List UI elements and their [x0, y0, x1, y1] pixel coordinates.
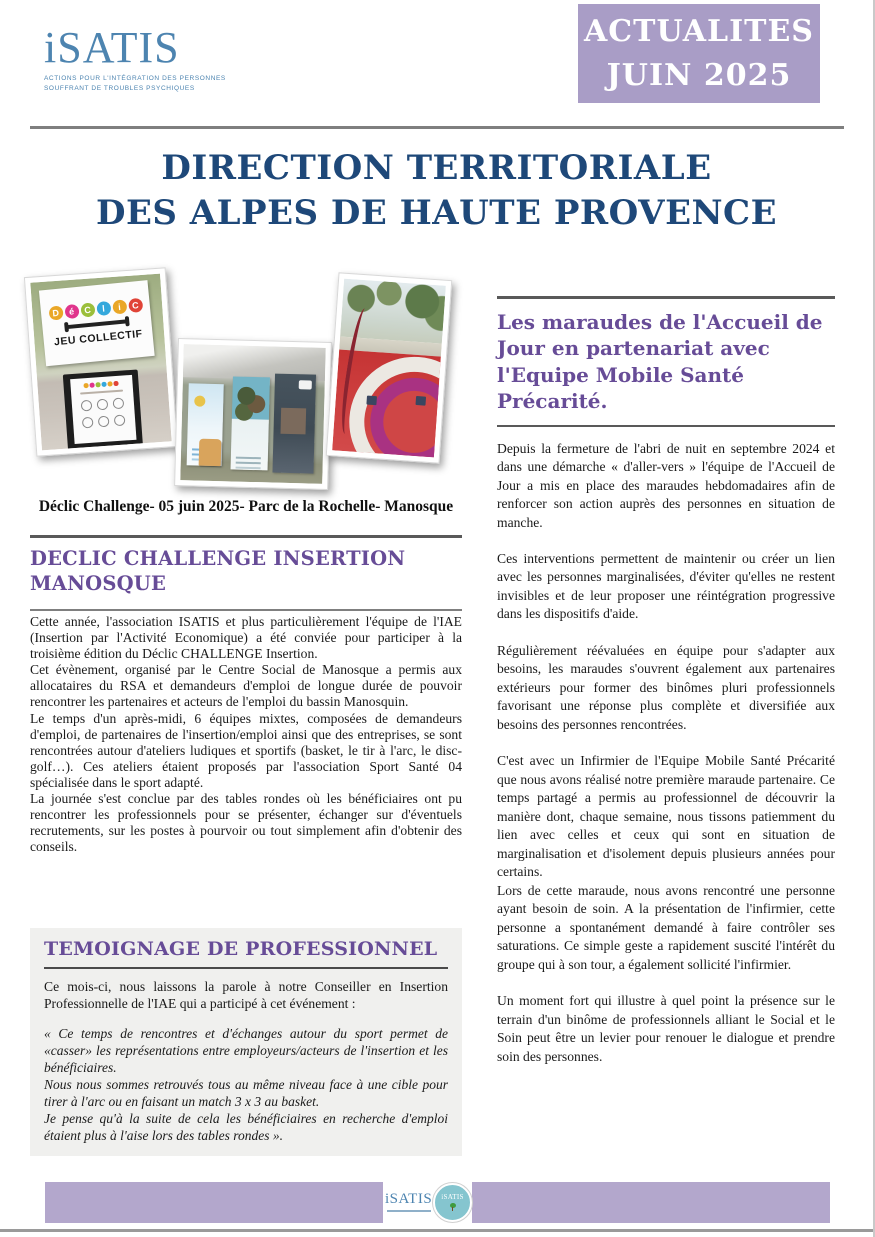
- target-ring-inner: [367, 374, 441, 457]
- page-bottom-divider: [0, 1229, 875, 1232]
- paragraph: Cet évènement, organisé par le Centre Social de Manosque a permis aux allocataires du RSA et demandeurs d'emploi de longue durée de pouvoir rencontrer les partenaires et acteurs de l'emploi du bassin Manosquin.: [30, 662, 462, 710]
- issue-badge-title: ACTUALITES: [584, 14, 814, 49]
- declic-letter: é: [64, 303, 79, 318]
- paragraph: Lors de cette maraude, nous avons rencontré une personne ayant besoin de soin. A la présentation de l'infirmier, cette personne a spontanément demandé à faire contrôler ses saturations. Ce simple geste a rapidement suscité l'intérêt du groupe qui à son tour, a également sollicité l'infirmier.: [497, 882, 835, 972]
- footer-band-left: [45, 1182, 383, 1223]
- declic-letter: i: [112, 299, 127, 314]
- declic-letter: C: [128, 297, 143, 312]
- tree-icon: [449, 1203, 457, 1211]
- poster-text-line: [80, 389, 123, 394]
- photo-partner-stands-image: [180, 344, 326, 484]
- dumbbell-icon: [66, 319, 127, 329]
- paragraph: Régulièrement réévaluées en équipe pour s'adapter aux besoins, les maraudes s'ouvrent également aux partenaires extérieurs pour former des binômes pluri professionnels favorisant une réponse plus complète et diversifiée aux besoins des personnes rencontrées.: [497, 642, 835, 732]
- paragraph: Cette année, l'association ISATIS et plus particulièrement l'équipe de l'IAE (Insertion par l'Activité Economique) a été conviée pour participer à la troisième édition du Déclic CHALLENGE Insertion.: [30, 614, 462, 662]
- testimonial-quote: « Ce temps de rencontres et d'échanges autour du sport permet de «casser» les représentations entre employeurs/acteurs de l'insertion et les bénéficiaires.: [44, 1025, 448, 1075]
- target-block: [415, 396, 426, 406]
- photos-caption: Déclic Challenge- 05 juin 2025- Parc de la Rochelle- Manosque: [38, 498, 454, 515]
- declic-letter: D: [48, 305, 63, 320]
- header-divider: [30, 126, 844, 129]
- testimonial-quote: Nous nous sommes retrouvés tous au même niveau face à une cible pour tirer à l'arc ou en faisant un match 3 x 3 au basket.: [44, 1076, 448, 1109]
- isatis-logo-wordmark: iSATIS: [44, 23, 180, 72]
- footer-isatis-wordmark: iSATIS: [385, 1191, 433, 1207]
- paragraph: C'est avec un Infirmier de l'Equipe Mobile Santé Précarité que nous avons réalisé notre première maraude partenaire. Ce temps partagé a permis au professionnel de découvrir la manière dont, chaque semaine, nous tissons patiemment du lien avec celles et ceux qui sont en situation de marginalisation et d'isolement depuis plusieurs années pour certains.: [497, 753, 835, 880]
- isatis-logo: [44, 23, 226, 95]
- testimonial-box: [30, 928, 462, 1156]
- section-heading-declic-challenge: DECLIC CHALLENGE INSERTION MANOSQUE: [30, 535, 462, 611]
- footer-band-right: [472, 1182, 830, 1223]
- testimonial-quote: Je pense qu'à la suite de cela les bénéficiaires en recherche d'emploi étaient plus à l'aise lors des tables rondes ».: [44, 1110, 448, 1143]
- section-declic-challenge-body: [30, 614, 462, 855]
- paragraph: Depuis la fermeture de l'abri de nuit en septembre 2024 et dans une démarche « d'aller-vers » l'équipe de l'Accueil de Jour a mis en place des maraudes hebdomadaires afin de renforcer son action auprès des personnes en situation de manche.: [497, 440, 835, 530]
- poster-icons-row: [82, 414, 126, 428]
- section-heading-maraudes: Les maraudes de l'Accueil de Jour en partenariat avec l'Equipe Mobile Santé Précarité.: [497, 296, 835, 427]
- page-title: [0, 146, 873, 236]
- page-title-line1: DIRECTION TERRITORIALE: [161, 148, 712, 188]
- poster-icons-row: [81, 397, 125, 411]
- sign-stand: [63, 370, 143, 449]
- photo-declic-sign-image: [30, 274, 171, 451]
- photo-archery-target: [326, 272, 453, 464]
- photo-archery-target-image: [332, 279, 446, 458]
- chair: [199, 438, 221, 466]
- rollup-banner: [230, 377, 269, 470]
- page-title-line2: DES ALPES DE HAUTE PROVENCE: [95, 193, 778, 234]
- stand-poster: [70, 375, 136, 444]
- footer-isatis-badge-icon: [433, 1183, 472, 1222]
- declic-sign: [39, 280, 155, 366]
- issue-badge-date: JUIN 2025: [606, 57, 792, 93]
- testimonial-heading: TEMOIGNAGE DE PROFESSIONNEL: [44, 938, 448, 969]
- isatis-logo-tagline-line2: SOUFFRANT DE TROUBLES PSYCHIQUES: [44, 85, 195, 93]
- testimonial-intro: Ce mois-ci, nous laissons la parole à notre Conseiller en Insertion Professionnelle de l'IAE qui a participé à cet événement :: [44, 979, 448, 1012]
- photo-declic-sign: [24, 267, 178, 456]
- footer-badge-wordmark: iSATIS: [441, 1193, 464, 1201]
- section-maraudes: [497, 296, 835, 1066]
- paragraph: Ces interventions permettent de maintenir ou créer un lien avec les personnes marginalisées, d'éviter qu'elles ne restent invisibles et de leur proposer une réintégration progressive dans les dispositifs d'aide.: [497, 550, 835, 622]
- declic-letter: C: [80, 302, 95, 317]
- footer-isatis-logo: [385, 1192, 432, 1212]
- paragraph: Un moment fort qui illustre à quel point la présence sur le terrain d'un binôme de professionnels alliant le Social et le Soin peut être un levier pour renouer le dialogue et prendre soin des personnes.: [497, 993, 835, 1064]
- paragraph: Le temps d'un après-midi, 6 équipes mixtes, composées de demandeurs d'emploi, de partenaires de l'insertion/emploi ainsi que des entreprises, se sont rencontrées autour d'ateliers ludiques et sportifs (basket, le tir à l'arc, le disc-golf…). Ces ateliers étaient proposés par l'association Sport Santé 04 spécialisée dans le sport adapté.: [30, 710, 462, 790]
- rollup-banner: [273, 374, 317, 474]
- poster-dots: [84, 381, 119, 388]
- declic-sign-label: JEU COLLECTIF: [53, 327, 144, 348]
- photo-partner-stands: [174, 338, 332, 490]
- section-maraudes-body: [497, 440, 835, 1067]
- footer-isatis-tagline-bar: [387, 1210, 431, 1212]
- target-block: [366, 396, 377, 406]
- paragraph: La journée s'est conclue par des tables rondes où les bénéficiaires ont pu rencontrer les professionnels pour se présenter, échanger sur d'éventuels recrutements, sur les postes à pourvoir ou tout simplement afin d'obtenir des conseils.: [30, 791, 462, 855]
- isatis-logo-tagline: [44, 74, 226, 95]
- issue-badge: [578, 4, 820, 103]
- declic-letter: l: [96, 300, 111, 315]
- isatis-logo-tagline-line1: ACTIONS POUR L'INTÉGRATION DES PERSONNES: [44, 75, 226, 82]
